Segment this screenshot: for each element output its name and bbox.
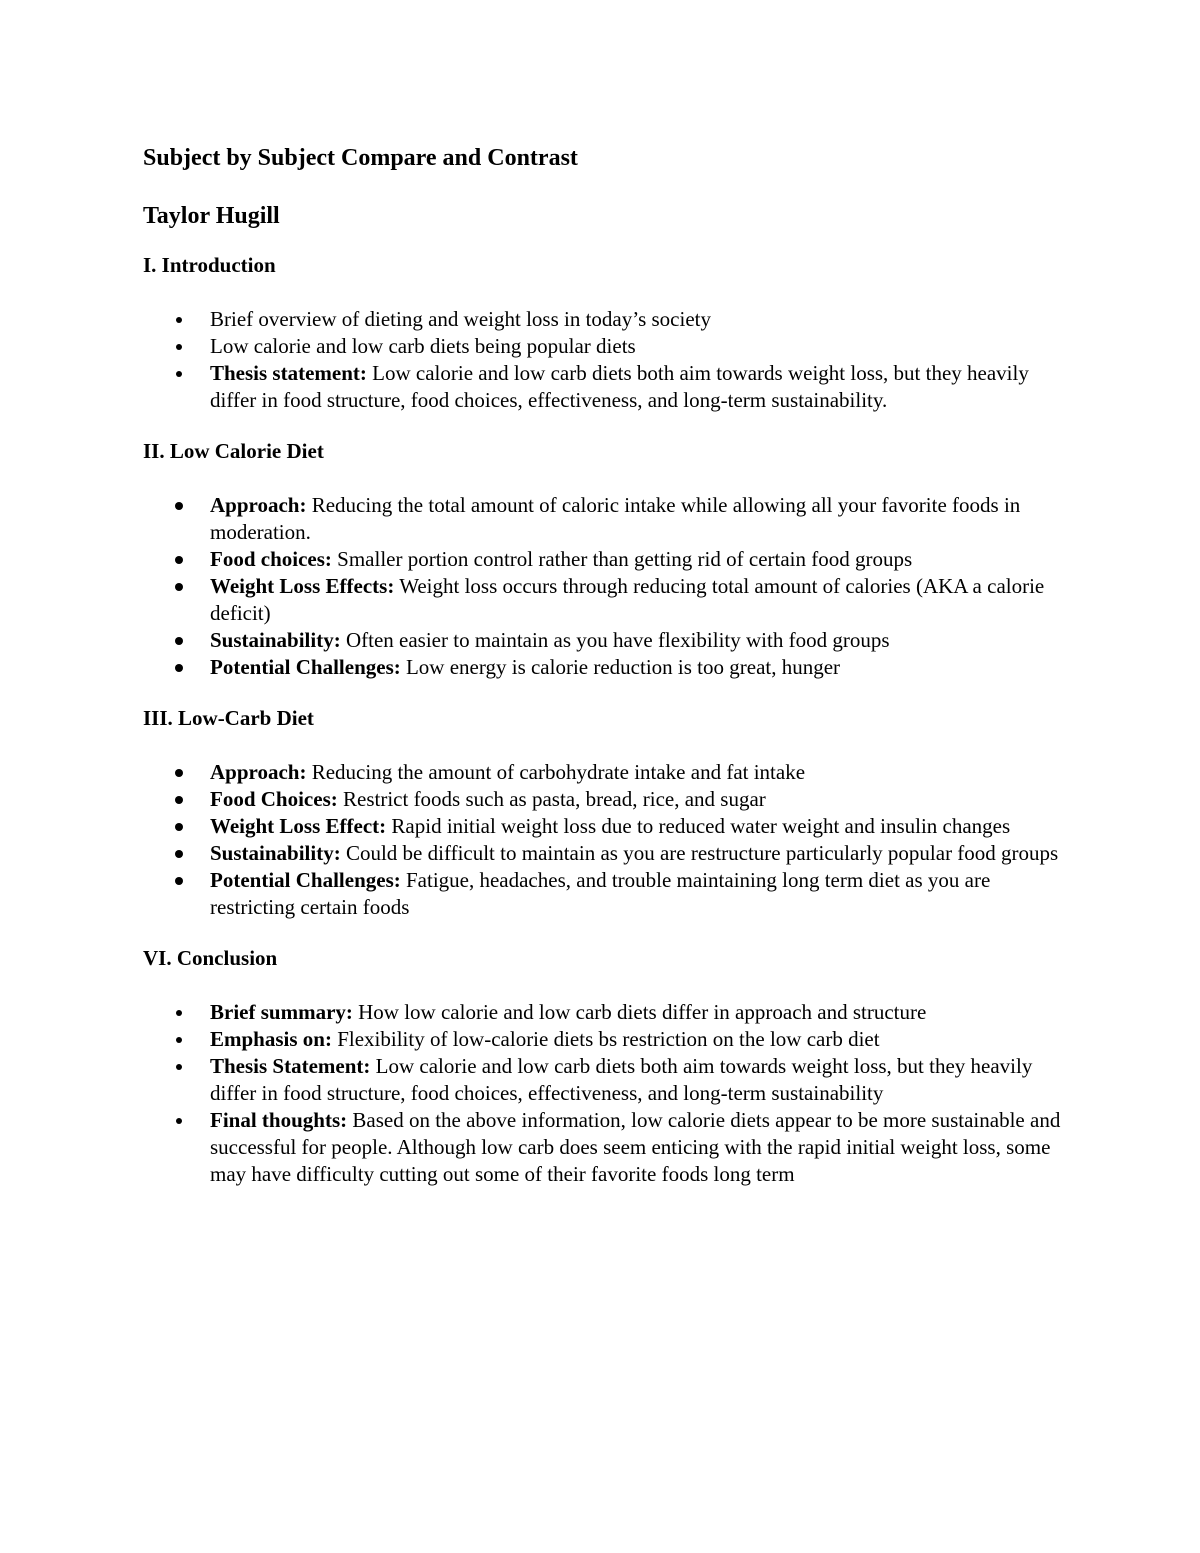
item-text: Rapid initial weight loss due to reduced water weight and insulin changes [386, 814, 1011, 838]
item-text: Reducing the total amount of caloric intake while allowing all your favorite foods in moderation. [210, 493, 1021, 544]
list-item [143, 360, 1063, 414]
document-page [143, 138, 1063, 1188]
item-text: Restrict foods such as pasta, bread, rice, and sugar [337, 787, 766, 811]
bullet-list-conclusion [143, 999, 1063, 1188]
list-item [143, 813, 1063, 840]
list-item [143, 492, 1063, 546]
item-label: Approach: [210, 493, 307, 517]
item-text: Low energy is calorie reduction is too great, hunger [400, 655, 841, 679]
item-label: Weight Loss Effect: [210, 814, 387, 838]
document-title: Subject by Subject Compare and Contrast [143, 145, 578, 171]
item-text: Low calorie and low carb diets both aim towards weight loss, but they heavily differ in food structure, food choices, effectiveness, and long-term sustainability. [210, 361, 1029, 412]
bullet-list-low-calorie [143, 492, 1063, 681]
section-heading-introduction: I. Introduction [143, 253, 276, 277]
list-item [143, 627, 1063, 654]
section-heading-low-calorie: II. Low Calorie Diet [143, 439, 324, 463]
item-label: Potential Challenges: [210, 868, 401, 892]
list-item [143, 1053, 1063, 1107]
item-text: Low calorie and low carb diets being popular diets [210, 334, 636, 358]
list-item [143, 759, 1063, 786]
list-item [143, 999, 1063, 1026]
list-item [143, 306, 1063, 333]
list-item [143, 1107, 1063, 1188]
list-item [143, 1026, 1063, 1053]
item-text: Low calorie and low carb diets both aim towards weight loss, but they heavily differ in food structure, food choices, effectiveness, and long-term sustainability [210, 1054, 1033, 1105]
item-label: Sustainability: [210, 628, 341, 652]
list-item [143, 840, 1063, 867]
item-text: Weight loss occurs through reducing total amount of calories (AKA a calorie deficit) [210, 574, 1045, 625]
item-text: Fatigue, headaches, and trouble maintaining long term diet as you are restricting certain foods [210, 868, 991, 919]
section-heading-conclusion: VI. Conclusion [143, 946, 278, 970]
item-text: Smaller portion control rather than getting rid of certain food groups [331, 547, 913, 571]
item-label: Potential Challenges: [210, 655, 401, 679]
item-label: Thesis statement: [210, 361, 367, 385]
item-label: Food choices: [210, 547, 332, 571]
list-item [143, 333, 1063, 360]
bullet-list-introduction [143, 306, 1063, 414]
list-item [143, 573, 1063, 627]
item-text: Based on the above information, low calorie diets appear to be more sustainable and successful for people. Although low carb does seem enticing with the rapid initial weight loss, some may have difficulty cutting out some of their favorite foods long term [210, 1108, 1061, 1186]
list-item [143, 546, 1063, 573]
item-label: Approach: [210, 760, 307, 784]
item-label: Weight Loss Effects: [210, 574, 395, 598]
item-text: Brief overview of dieting and weight loss in today’s society [210, 307, 711, 331]
list-item [143, 786, 1063, 813]
list-item [143, 654, 1063, 681]
item-label: Sustainability: [210, 841, 341, 865]
bullet-list-low-carb [143, 759, 1063, 921]
item-label: Final thoughts: [210, 1108, 348, 1132]
item-text: Reducing the amount of carbohydrate intake and fat intake [306, 760, 806, 784]
item-label: Thesis Statement: [210, 1054, 371, 1078]
item-text: How low calorie and low carb diets differ in approach and structure [352, 1000, 927, 1024]
item-text: Could be difficult to maintain as you are restructure particularly popular food groups [340, 841, 1059, 865]
author-name: Taylor Hugill [143, 203, 280, 229]
item-label: Food Choices: [210, 787, 338, 811]
item-label: Emphasis on: [210, 1027, 332, 1051]
list-item [143, 867, 1063, 921]
section-heading-low-carb: III. Low-Carb Diet [143, 706, 314, 730]
item-text: Flexibility of low-calorie diets bs restriction on the low carb diet [331, 1027, 880, 1051]
item-label: Brief summary: [210, 1000, 353, 1024]
item-text: Often easier to maintain as you have flexibility with food groups [340, 628, 890, 652]
